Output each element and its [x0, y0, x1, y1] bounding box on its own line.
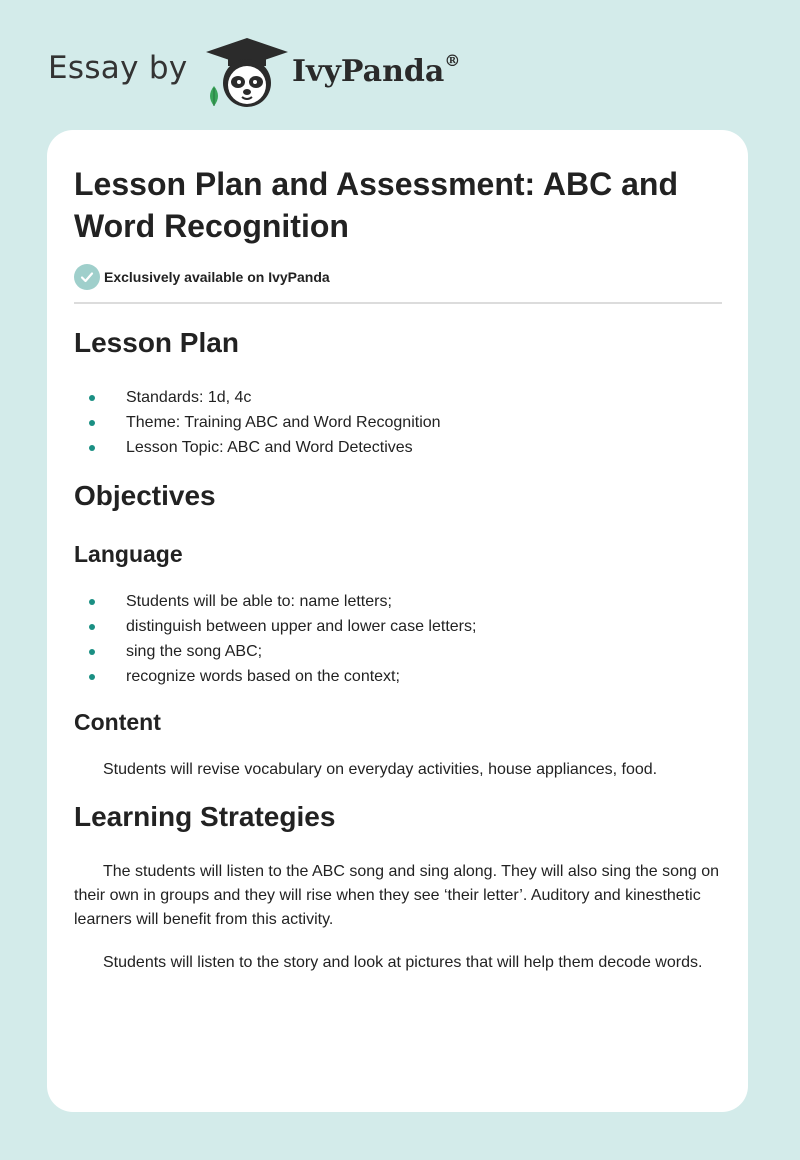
exclusive-label: Exclusively available on IvyPanda: [104, 269, 330, 285]
content-heading: Content: [74, 709, 161, 735]
language-list: [74, 589, 722, 689]
lesson-plan-heading: Lesson Plan: [74, 327, 239, 358]
content-paragraph: Students will revise vocabulary on everyday activities, house appliances, food.: [103, 761, 658, 778]
check-icon: [74, 264, 100, 290]
strategy-paragraph: The students will listen to the ABC song and sing along. They will also sing the song on their own in groups and they will rise when they see ‘their letter’. Auditory and kinesthetic learners will benefit from this activity.: [74, 863, 720, 928]
page-title: Lesson Plan and Assessment: ABC and Word Recognition: [74, 166, 678, 244]
essay-card: [47, 130, 748, 1112]
learning-strategies-heading: Learning Strategies: [74, 801, 336, 832]
site-header: [48, 36, 548, 112]
lesson-plan-list: [74, 385, 722, 460]
list-item: distinguish between upper and lower case letters;: [74, 614, 722, 639]
list-item: Standards: 1d, 4c: [74, 385, 722, 410]
brand-text: IvyPanda: [292, 54, 445, 89]
panda-logo-icon[interactable]: [202, 36, 292, 110]
exclusive-badge: [74, 263, 330, 291]
essay-by-label: Essay by: [48, 50, 188, 86]
brand-name[interactable]: [292, 51, 461, 89]
strategy-paragraph: Students will listen to the story and look at pictures that will help them decode words.: [103, 954, 703, 971]
objectives-heading: Objectives: [74, 480, 216, 511]
list-item: recognize words based on the context;: [74, 664, 722, 689]
registered-mark: ®: [444, 51, 461, 70]
list-item: Lesson Topic: ABC and Word Detectives: [74, 435, 722, 460]
divider: [74, 302, 722, 304]
list-item: Students will be able to: name letters;: [74, 589, 722, 614]
list-item: Theme: Training ABC and Word Recognition: [74, 410, 722, 435]
language-heading: Language: [74, 541, 183, 567]
list-item: sing the song ABC;: [74, 639, 722, 664]
